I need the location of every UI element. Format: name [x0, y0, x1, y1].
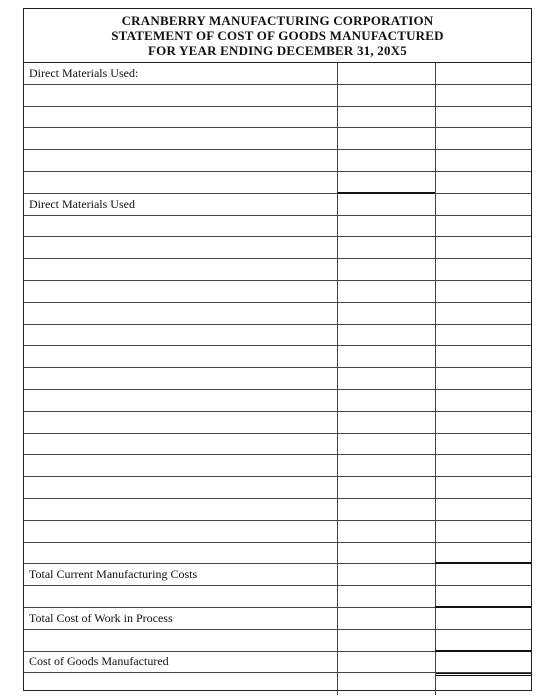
- table-row: [24, 543, 531, 565]
- amount-cell[interactable]: [338, 543, 436, 564]
- amount-cell[interactable]: [338, 499, 436, 520]
- table-row: [24, 128, 531, 150]
- table-row: [24, 325, 531, 347]
- amount-cell[interactable]: [338, 281, 436, 302]
- amount-cell[interactable]: [338, 237, 436, 258]
- table-row: [24, 172, 531, 194]
- row-label[interactable]: [24, 368, 338, 389]
- row-label[interactable]: [24, 543, 338, 564]
- amount-cell[interactable]: [338, 434, 436, 455]
- row-label[interactable]: [24, 455, 338, 476]
- total-cell[interactable]: [436, 564, 531, 585]
- total-cell[interactable]: [436, 63, 531, 84]
- total-cell[interactable]: [436, 85, 531, 106]
- row-label[interactable]: [24, 630, 338, 651]
- table-row: [24, 608, 531, 630]
- row-label[interactable]: [24, 412, 338, 433]
- amount-cell[interactable]: [338, 107, 436, 128]
- row-label[interactable]: [24, 521, 338, 542]
- total-cell[interactable]: [436, 194, 531, 215]
- row-label[interactable]: [24, 325, 338, 346]
- amount-cell[interactable]: [338, 63, 436, 84]
- total-cell[interactable]: [436, 521, 531, 542]
- row-label: Cost of Goods Manufactured: [24, 652, 338, 673]
- row-label[interactable]: [24, 172, 338, 193]
- table-row: [24, 368, 531, 390]
- amount-cell[interactable]: [338, 673, 436, 695]
- total-cell[interactable]: [436, 434, 531, 455]
- amount-cell[interactable]: [338, 150, 436, 171]
- row-label[interactable]: [24, 390, 338, 411]
- total-cell[interactable]: [436, 172, 531, 193]
- amount-cell[interactable]: [338, 346, 436, 367]
- table-row: [24, 455, 531, 477]
- total-cell[interactable]: [436, 128, 531, 149]
- total-cell[interactable]: [436, 259, 531, 280]
- table-row: [24, 673, 531, 695]
- total-cell[interactable]: [436, 346, 531, 367]
- amount-cell[interactable]: [338, 652, 436, 673]
- total-cell[interactable]: [436, 630, 531, 651]
- amount-cell[interactable]: [338, 608, 436, 629]
- total-cell[interactable]: [436, 652, 531, 673]
- row-label[interactable]: [24, 586, 338, 607]
- row-label: Total Cost of Work in Process: [24, 608, 338, 629]
- row-label[interactable]: [24, 673, 338, 695]
- total-cell[interactable]: [436, 368, 531, 389]
- total-cell[interactable]: [436, 455, 531, 476]
- amount-cell[interactable]: [338, 477, 436, 498]
- statement-grid: [24, 63, 531, 695]
- total-cell[interactable]: [436, 608, 531, 629]
- total-cell[interactable]: [436, 477, 531, 498]
- table-row: [24, 107, 531, 129]
- total-cell[interactable]: [436, 543, 531, 564]
- table-row: [24, 586, 531, 608]
- table-row: [24, 237, 531, 259]
- table-row: [24, 259, 531, 281]
- amount-cell[interactable]: [338, 412, 436, 433]
- total-cell[interactable]: [436, 412, 531, 433]
- statement-header: [24, 9, 531, 63]
- table-row: [24, 477, 531, 499]
- row-label: Direct Materials Used:: [24, 63, 338, 84]
- amount-cell[interactable]: [338, 85, 436, 106]
- table-row: [24, 390, 531, 412]
- amount-cell[interactable]: [338, 390, 436, 411]
- total-cell[interactable]: [436, 673, 531, 695]
- table-row: [24, 434, 531, 456]
- table-row: [24, 150, 531, 172]
- row-label[interactable]: [24, 346, 338, 367]
- row-label[interactable]: [24, 477, 338, 498]
- row-label: Total Current Manufacturing Costs: [24, 564, 338, 585]
- table-row: [24, 194, 531, 216]
- amount-cell[interactable]: [338, 194, 436, 215]
- table-row: [24, 303, 531, 325]
- total-cell[interactable]: [436, 499, 531, 520]
- amount-cell[interactable]: [338, 216, 436, 237]
- table-row: [24, 564, 531, 586]
- amount-cell[interactable]: [338, 521, 436, 542]
- table-row: [24, 63, 531, 85]
- amount-cell[interactable]: [338, 586, 436, 607]
- row-label[interactable]: [24, 259, 338, 280]
- table-row: [24, 412, 531, 434]
- table-row: [24, 216, 531, 238]
- company-name: CRANBERRY MANUFACTURING CORPORATION: [121, 13, 434, 28]
- table-row: [24, 281, 531, 303]
- table-row: [24, 630, 531, 652]
- amount-cell[interactable]: [338, 259, 436, 280]
- total-cell[interactable]: [436, 586, 531, 607]
- row-label[interactable]: [24, 107, 338, 128]
- total-cell[interactable]: [436, 237, 531, 258]
- amount-cell[interactable]: [338, 325, 436, 346]
- row-label[interactable]: [24, 128, 338, 149]
- row-label[interactable]: [24, 499, 338, 520]
- row-label[interactable]: [24, 85, 338, 106]
- table-row: [24, 521, 531, 543]
- amount-cell[interactable]: [338, 303, 436, 324]
- table-row: [24, 652, 531, 674]
- row-label[interactable]: [24, 237, 338, 258]
- row-label[interactable]: [24, 434, 338, 455]
- row-label[interactable]: [24, 303, 338, 324]
- amount-cell[interactable]: [338, 128, 436, 149]
- total-cell[interactable]: [436, 150, 531, 171]
- row-label: Direct Materials Used: [24, 194, 338, 215]
- row-label[interactable]: [24, 150, 338, 171]
- total-cell[interactable]: [436, 281, 531, 302]
- cost-of-goods-manufactured-form: [23, 8, 532, 691]
- table-row: [24, 499, 531, 521]
- amount-cell[interactable]: [338, 455, 436, 476]
- total-cell[interactable]: [436, 390, 531, 411]
- total-cell[interactable]: [436, 303, 531, 324]
- total-cell[interactable]: [436, 107, 531, 128]
- amount-cell[interactable]: [338, 630, 436, 651]
- statement-title: STATEMENT OF COST OF GOODS MANUFACTURED: [111, 28, 444, 43]
- total-cell[interactable]: [436, 216, 531, 237]
- statement-period: FOR YEAR ENDING DECEMBER 31, 20X5: [148, 43, 407, 58]
- row-label[interactable]: [24, 216, 338, 237]
- amount-cell[interactable]: [338, 564, 436, 585]
- table-row: [24, 346, 531, 368]
- total-cell[interactable]: [436, 325, 531, 346]
- amount-cell[interactable]: [338, 172, 436, 193]
- row-label[interactable]: [24, 281, 338, 302]
- amount-cell[interactable]: [338, 368, 436, 389]
- table-row: [24, 85, 531, 107]
